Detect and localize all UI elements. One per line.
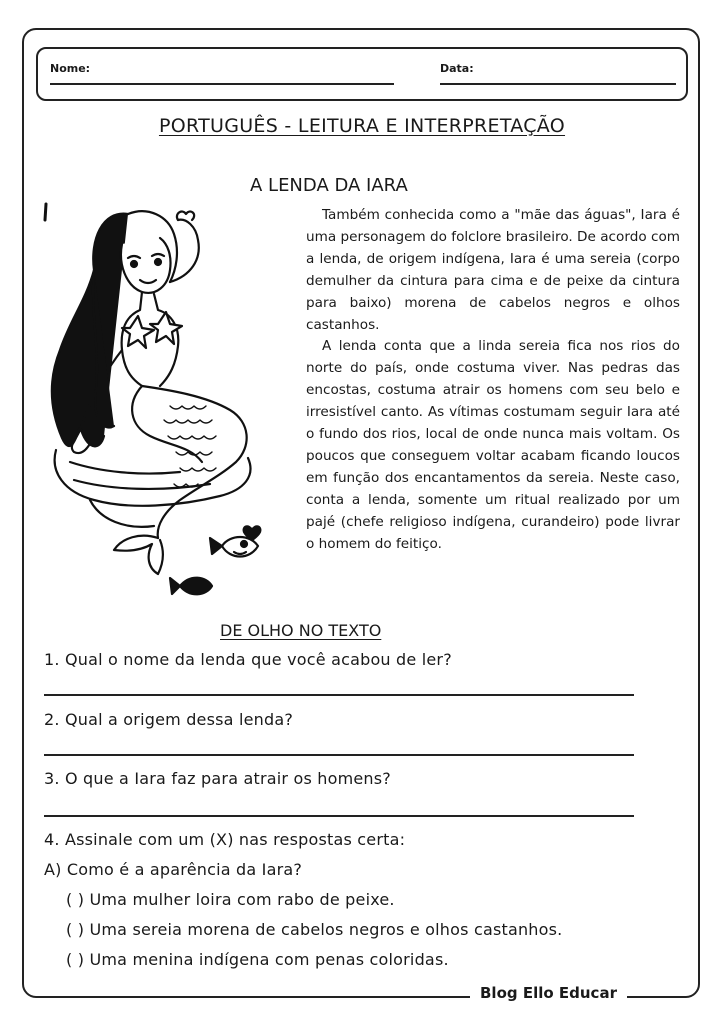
- story-title: A LENDA DA IARA: [250, 175, 408, 196]
- footer-dash-right: [644, 996, 678, 998]
- story-paragraph: A lenda conta que a linda sereia fica nos rios do norte do país, onde costuma viver. Nas pedras das encostas, costuma atrair os homens com seu belo e irresistível canto. As vítimas costumam seguir Iara até o fundo dos rios, local de onde nunca mais voltam. Os poucos que conseguem voltar acabam ficando loucos em função dos encantamentos da sereia. Neste caso, conta a lenda, somente um ritual realizado por um pajé (chefe religioso indígena, curandeiro) pode livrar o homem do feitiço.: [306, 338, 680, 552]
- date-field[interactable]: [440, 83, 676, 85]
- section-title: DE OLHO NO TEXTO: [220, 621, 382, 640]
- question-2: 2. Qual a origem dessa lenda?: [44, 710, 294, 729]
- name-label: Nome:: [50, 62, 91, 75]
- answer-line-3[interactable]: [44, 815, 634, 817]
- subquestion-a: A) Como é a aparência da Iara?: [44, 860, 303, 879]
- option-2[interactable]: ( ) Uma sereia morena de cabelos negros e olhos castanhos.: [66, 920, 563, 939]
- option-1[interactable]: ( ) Uma mulher loira com rabo de peixe.: [66, 890, 395, 909]
- mermaid-illustration: [30, 200, 280, 602]
- question-4: 4. Assinale com um (X) nas respostas certa:: [44, 830, 406, 849]
- story-paragraph: Também conhecida como a "mãe das águas", Iara é uma personagem do folclore brasileiro. De acordo com a lenda, de origem indígena, Iara é uma sereia (corpo demulher da cintura para cima e de peixe da cintura para baixo) morena de cabelos negros e olhos castanhos.: [306, 207, 680, 333]
- answer-line-1[interactable]: [44, 694, 634, 696]
- date-label: Data:: [440, 62, 474, 75]
- question-1: 1. Qual o nome da lenda que você acabou de ler?: [44, 650, 452, 669]
- footer-brand: Blog Ello Educar: [470, 984, 627, 1002]
- header-box: [36, 47, 688, 101]
- story-text: [306, 205, 680, 556]
- option-3[interactable]: ( ) Uma menina indígena com penas coloridas.: [66, 950, 449, 969]
- page-title: PORTUGUÊS - LEITURA E INTERPRETAÇÃO: [158, 115, 566, 137]
- name-field[interactable]: [50, 83, 394, 85]
- answer-line-2[interactable]: [44, 754, 634, 756]
- question-3: 3. O que a Iara faz para atrair os homens?: [44, 769, 392, 788]
